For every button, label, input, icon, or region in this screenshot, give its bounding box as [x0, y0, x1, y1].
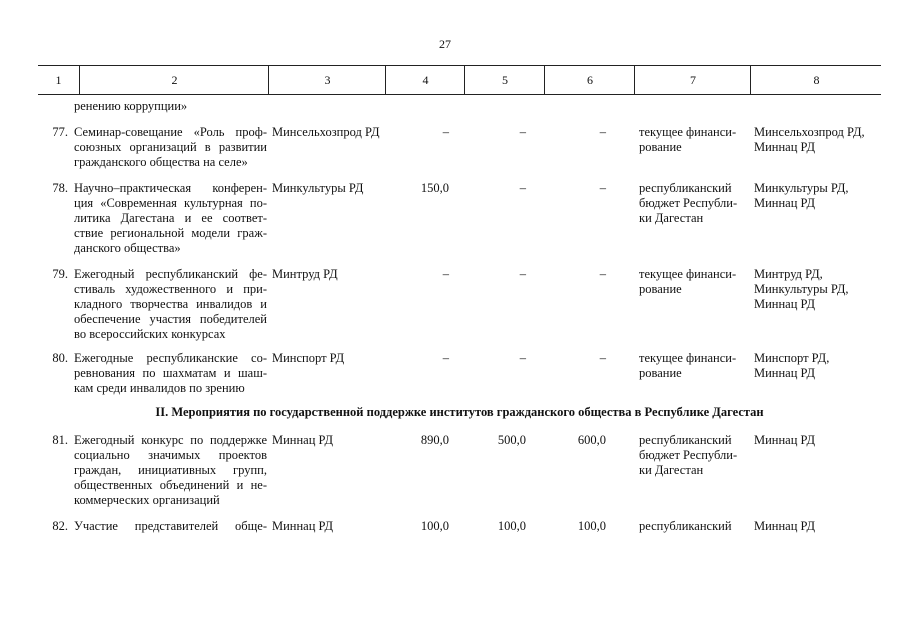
responsible-line: Миннац РД: [754, 297, 816, 311]
row-value-col5: 100,0: [497, 519, 526, 533]
row-number: 81.: [52, 433, 68, 447]
header-col-1: 1: [55, 73, 62, 87]
row-value-col6: 100,0: [577, 519, 606, 533]
row-value-col6: 600,0: [577, 433, 606, 447]
row-value-col5: –: [519, 351, 526, 365]
row-description: [74, 351, 267, 396]
row-description: [74, 433, 267, 508]
row-value-col4: 890,0: [420, 433, 449, 447]
row-executor: Минтруд РД: [272, 267, 338, 281]
source-line: республиканский: [639, 519, 732, 533]
row-value-col6: –: [599, 125, 606, 139]
source-line: рование: [639, 140, 682, 154]
description-line: стиваль художественного и при-: [74, 282, 267, 296]
row-value-col5: 500,0: [497, 433, 526, 447]
header-col-8: 8: [750, 66, 882, 94]
row-number: 80.: [52, 351, 68, 365]
description-line: во всероссийских конкурсах: [74, 327, 226, 341]
row-executor: Минкультуры РД: [272, 181, 364, 195]
header-col-7: 7: [634, 66, 751, 94]
description-line: ревнования по шахматам и шаш-: [74, 366, 267, 380]
description-line: социально значимых проектов: [74, 448, 267, 462]
responsible-line: Миннац РД: [754, 519, 816, 533]
row-responsible: [754, 433, 815, 448]
source-line: республиканский: [639, 181, 732, 195]
table-header: [38, 65, 881, 95]
source-line: текущее финанси-: [639, 351, 737, 365]
row-description: [74, 125, 267, 170]
row-number: 79.: [52, 267, 68, 281]
row-funding-source: [639, 351, 736, 381]
description-line: союзных организаций в развитии: [74, 140, 267, 154]
description-line: гражданского общества на селе»: [74, 155, 248, 169]
section-title: II. Мероприятия по государственной поддержке институтов гражданского общества в Республике Дагестан: [155, 405, 764, 419]
row-value-col4: –: [442, 267, 449, 281]
responsible-line: Миннац РД: [754, 196, 816, 210]
row-executor: Минсельхозпрод РД: [272, 125, 380, 139]
source-line: бюджет Республи-: [639, 196, 738, 210]
responsible-line: Минкультуры РД,: [754, 181, 849, 195]
row-responsible: [754, 181, 849, 211]
responsible-line: Минспорт РД,: [754, 351, 830, 365]
description-line: обеспечение участия победителей: [74, 312, 267, 326]
row-value-col6: –: [599, 351, 606, 365]
row-responsible: [754, 519, 815, 534]
description-line: кам среди инвалидов по зрению: [74, 381, 245, 395]
row-executor: Миннац РД: [272, 519, 334, 533]
header-col-4: 4: [385, 66, 465, 94]
source-line: республиканский: [639, 433, 732, 447]
row-number: 78.: [52, 181, 68, 195]
row-value-col6: –: [599, 181, 606, 195]
source-line: текущее финанси-: [639, 125, 737, 139]
row-number: 77.: [52, 125, 68, 139]
row-value-col5: –: [519, 267, 526, 281]
source-line: бюджет Республи-: [639, 448, 738, 462]
source-line: текущее финанси-: [639, 267, 737, 281]
source-line: ки Дагестан: [639, 463, 704, 477]
description-line: кладного творчества инвалидов и: [74, 297, 267, 311]
row-value-col4: –: [442, 351, 449, 365]
row-value-col4: –: [442, 125, 449, 139]
row-number: 82.: [52, 519, 68, 533]
description-line: Участие представителей обще-: [74, 519, 267, 533]
page-number: 27: [439, 37, 451, 51]
responsible-line: Миннац РД: [754, 433, 816, 447]
description-line: данского общества»: [74, 241, 181, 255]
row-funding-source: [639, 519, 732, 534]
responsible-line: Минсельхозпрод РД,: [754, 125, 865, 139]
description-line: Ежегодный конкурс по поддержке: [74, 433, 267, 447]
row-funding-source: [639, 181, 737, 226]
header-col-2: 2: [79, 66, 269, 94]
row-value-col4: 150,0: [420, 181, 449, 195]
source-line: рование: [639, 282, 682, 296]
row-executor: Минспорт РД: [272, 351, 345, 365]
description-line: общественных объединений и не-: [74, 478, 267, 492]
description-line: Семинар-совещание «Роль проф-: [74, 125, 267, 139]
row-funding-source: [639, 267, 736, 297]
row-responsible: [754, 351, 829, 381]
row-value-col5: –: [519, 181, 526, 195]
description-line: ствие региональной модели граж-: [74, 226, 267, 240]
responsible-line: Миннац РД: [754, 366, 816, 380]
row-description: [74, 181, 267, 256]
row-executor: Миннац РД: [272, 433, 334, 447]
row-value-col4: 100,0: [420, 519, 449, 533]
responsible-line: Минтруд РД,: [754, 267, 823, 281]
description-line: Научно–практическая конферен-: [74, 181, 267, 195]
row-responsible: [754, 125, 865, 155]
row-description: [74, 519, 267, 534]
header-col-6: 6: [544, 66, 635, 94]
continuation-text: ренению коррупции»: [74, 99, 188, 113]
responsible-line: Минкультуры РД,: [754, 282, 849, 296]
source-line: ки Дагестан: [639, 211, 704, 225]
row-value-col6: –: [599, 267, 606, 281]
row-funding-source: [639, 125, 736, 155]
header-col-5: 5: [464, 66, 545, 94]
header-col-3: 3: [268, 66, 386, 94]
responsible-line: Миннац РД: [754, 140, 816, 154]
row-responsible: [754, 267, 849, 312]
row-value-col5: –: [519, 125, 526, 139]
description-line: граждан, инициативных групп,: [74, 463, 267, 477]
row-funding-source: [639, 433, 737, 478]
description-line: Ежегодный республиканский фе-: [74, 267, 267, 281]
description-line: коммерческих организаций: [74, 493, 220, 507]
description-line: литика Дагестана и ее соответ-: [74, 211, 267, 225]
description-line: Ежегодные республиканские со-: [74, 351, 267, 365]
source-line: рование: [639, 366, 682, 380]
row-description: [74, 267, 267, 342]
description-line: ция «Современная культурная по-: [74, 196, 267, 210]
